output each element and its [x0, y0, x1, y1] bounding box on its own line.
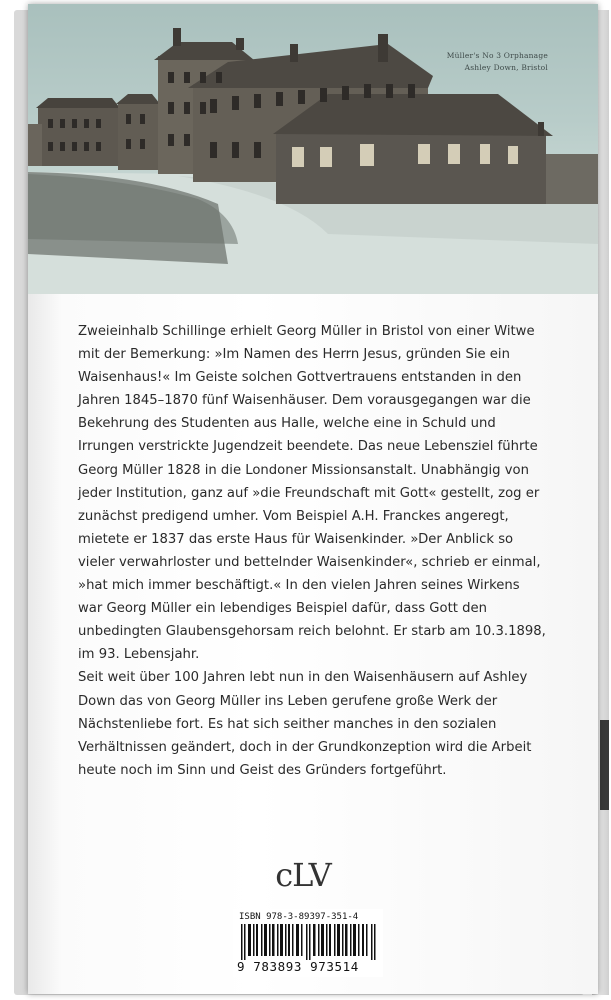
barcode-digits: 9 783893 973514 — [237, 959, 359, 974]
blurb-paragraph-2: Seit weit über 100 Jahren lebt nun in den Waisenhäusern auf Ashley Down das von Georg Müller ins Leben gerufene große Werk der Nächstenliebe fort. Es hat sich seither manches in den sozialen Verhältnissen geändert, doch in der Grundkonzeption wird die Arbeit heute noch im Sinn und Geist des Gründers fortgeführt. — [78, 670, 532, 778]
blurb-paragraph-1: Zweieinhalb Schillinge erhielt Georg Müller in Bristol von einer Witwe mit der Bemerkung: »Im Namen des Herrn Jesus, gründen Sie ein Waisenhaus!« Im Geiste solchen Gottvertrauens entstanden in den Jahren 1845–1870 fünf Waisenhäuser. Dem vorausgegangen war die Bekehrung des Studenten aus Halle, welche eine in Schuld und Irrungen verstrickte Jugendzeit beendete. Das neue Lebensziel führte Georg Müller 1828 in die Londoner Missionsanstalt. Unabhängig von jeder Institution, ganz auf »die Freundschaft mit Gott« gestellt, zog er zunächst predigend umher. Vom Beispiel A.H. Franckes angeregt, mietete er 1837 das erste Haus für Waisenkinder. »Der Anblick so vieler verwahrloster und bettelnder Waisenkinder«, schrieb er einmal, »hat mich immer beschäftigt.« In den vielen Jahren seines Wirkens war Georg Müller ein lebendiges Beispiel dafür, dass Gott den unbedingten Glaubensgehorsam reich belohnt. Er starb am 10.3.1898, im 93. Lebensjahr. — [78, 324, 546, 663]
photo-caption — [447, 50, 548, 74]
photo-caption-line2: Ashley Down, Bristol — [464, 63, 548, 72]
isbn-label: ISBN 978-3-89397-351-4 — [239, 912, 359, 922]
spine-dark-band — [600, 720, 609, 810]
photo-caption-line1: Müller's No 3 Orphanage — [446, 51, 548, 60]
book-back-cover — [28, 4, 598, 994]
barcode — [241, 924, 377, 960]
orphanage-buildings-illustration — [28, 4, 598, 294]
isbn-barcode-block — [233, 909, 383, 977]
blurb-text — [78, 320, 548, 782]
publisher-logo: cLV — [275, 856, 331, 894]
orphanage-photo — [28, 4, 598, 294]
